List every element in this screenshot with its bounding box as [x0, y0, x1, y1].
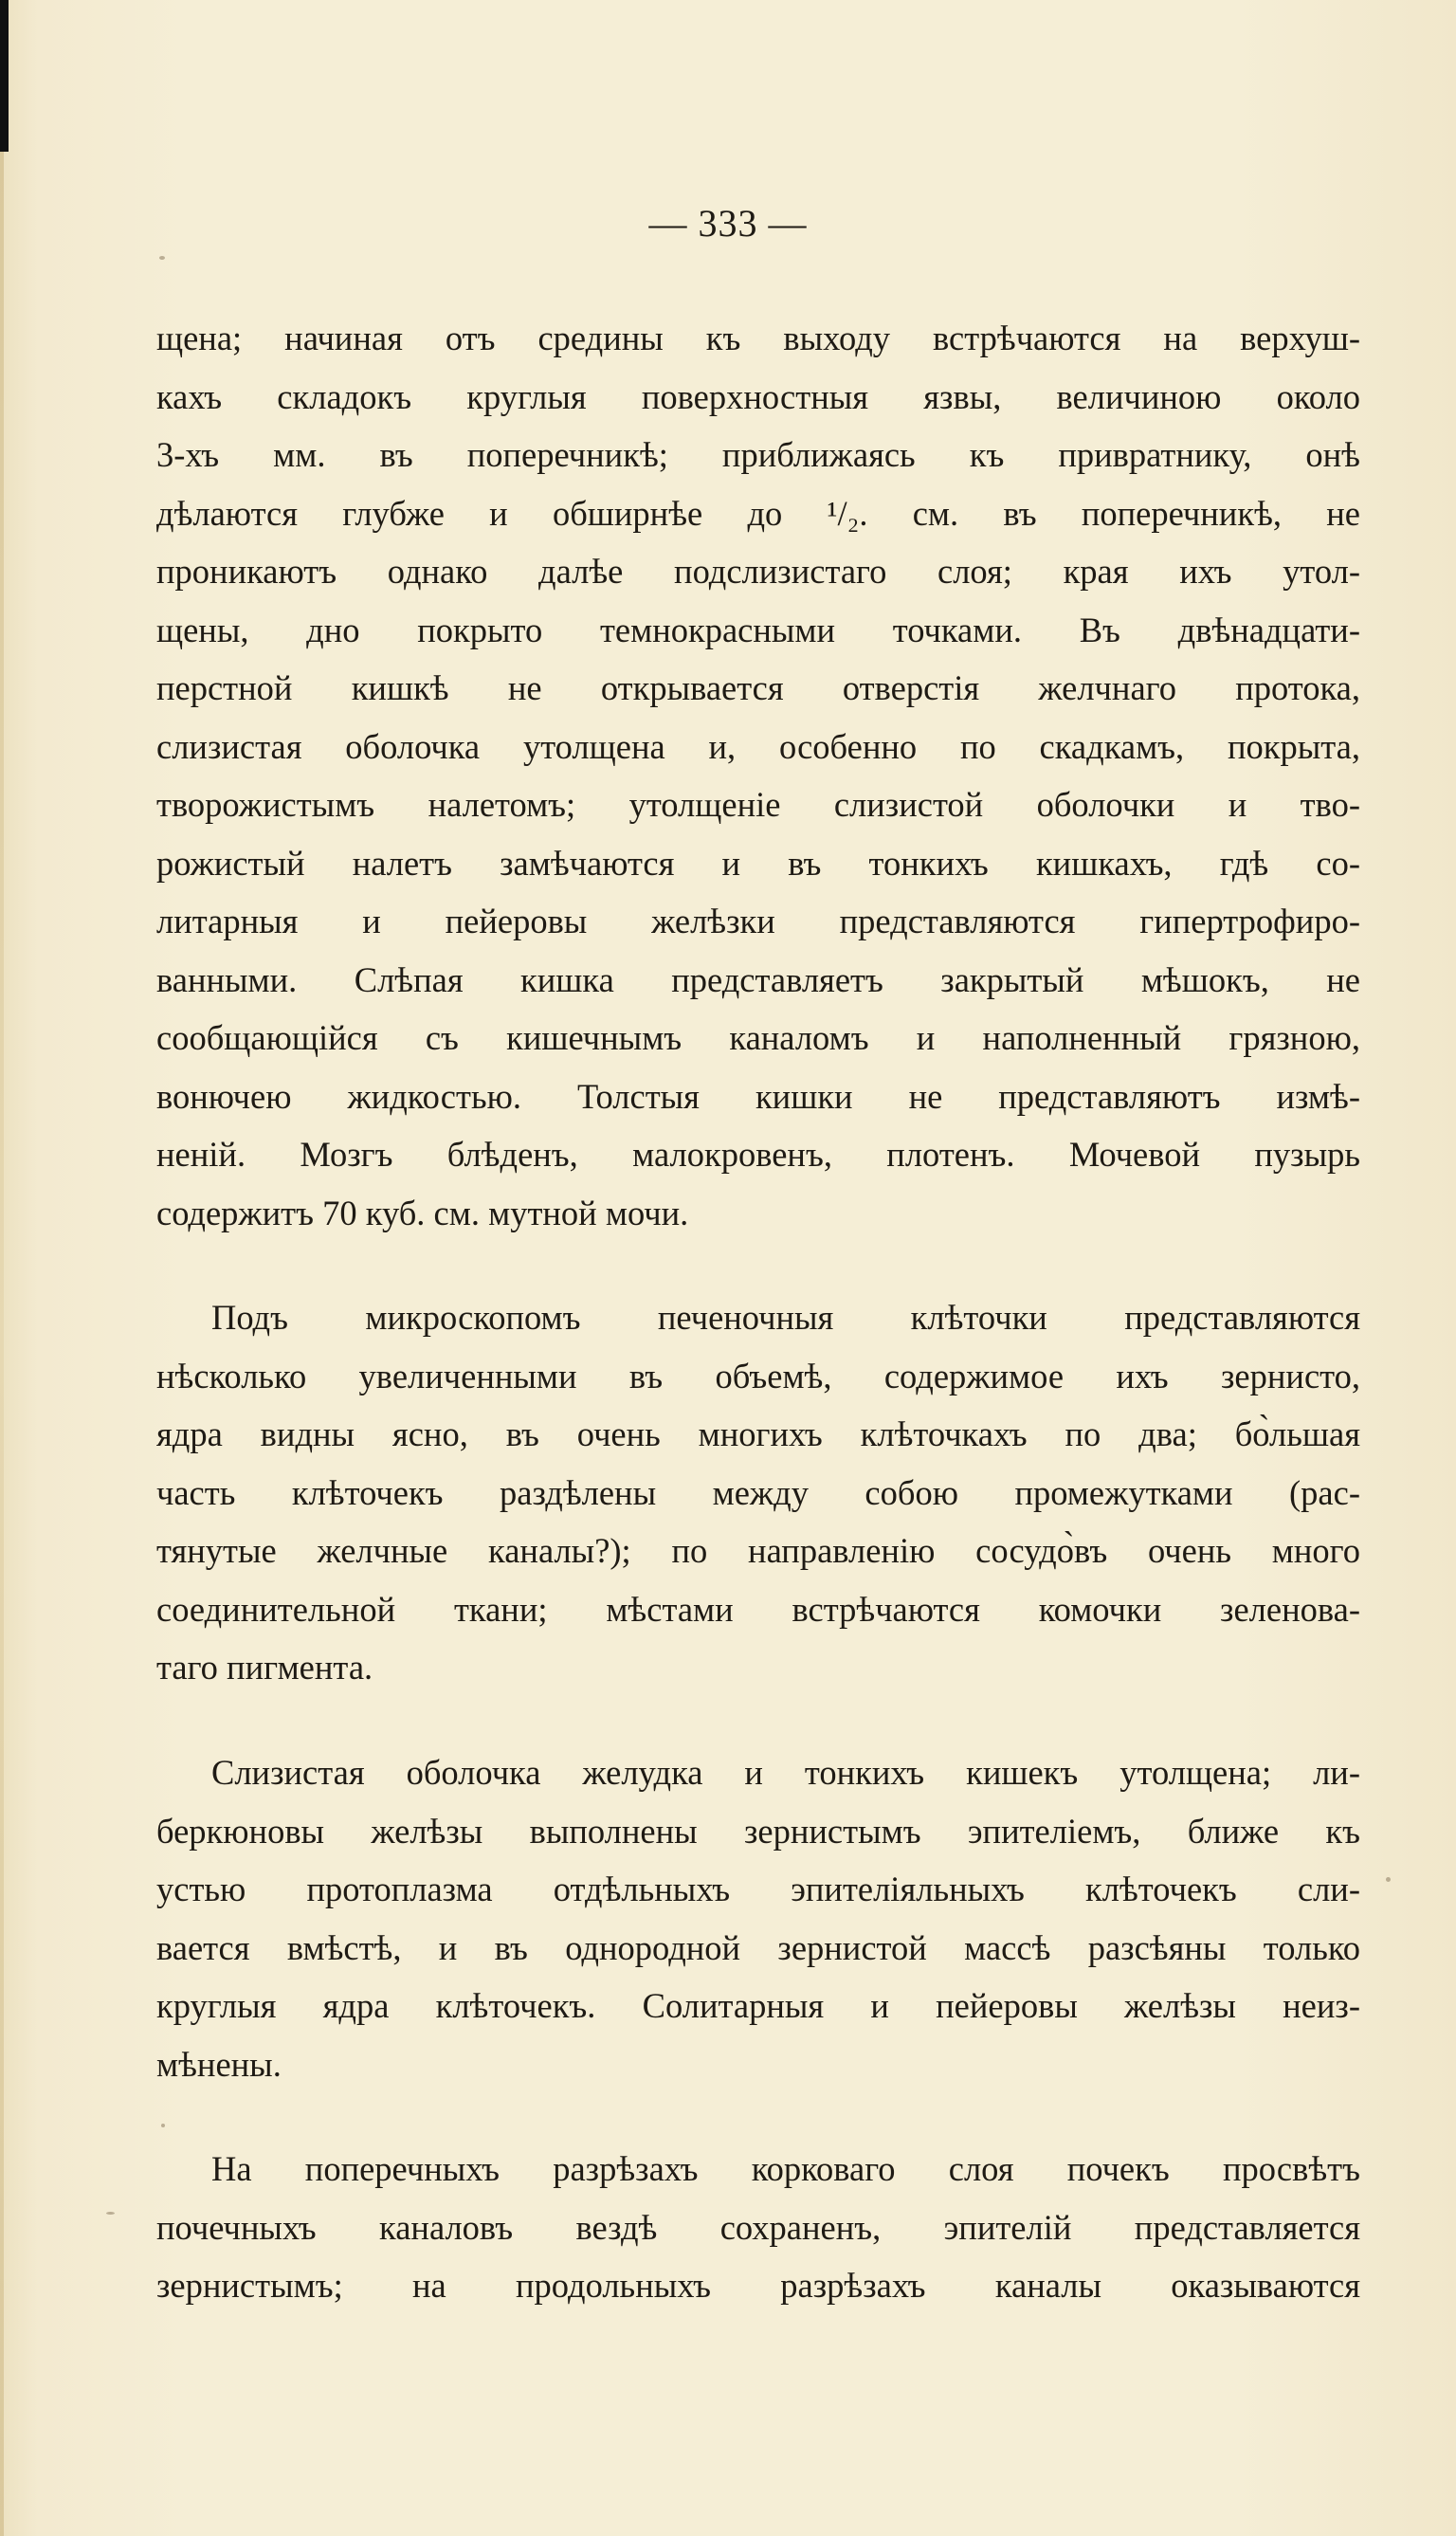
paragraph-1: [156, 309, 1360, 1242]
text-line: слизистая оболочка утолщена и, особенно по скадкамъ, покрыта,: [156, 726, 1360, 766]
paper-speck: [1386, 1877, 1391, 1882]
text-line: часть клѣточекъ раздѣлены между собою промежутками (рас-: [156, 1472, 1360, 1512]
text-line: дѣлаются глубже и обширнѣе до ¹/₂. см. въ поперечникѣ, не: [156, 493, 1360, 533]
text-line: сообщающійся съ кишечнымъ каналомъ и наполненный грязною,: [156, 1018, 1360, 1057]
text-line: беркюновы желѣзы выполнены зернистымъ эпителіемъ, ближе къ: [156, 1811, 1360, 1851]
paper-speck: [106, 2212, 115, 2215]
scan-edge-mark: [0, 0, 9, 152]
text-line: ядра видны ясно, въ очень многихъ клѣточкахъ по два; бо̀льшая: [156, 1414, 1360, 1453]
page-edge: [0, 152, 4, 2536]
text-line: зернистымъ; на продольныхъ разрѣзахъ каналы оказываются: [156, 2266, 1360, 2305]
text-line: мѣнены.: [156, 2044, 282, 2084]
text-line: перстной кишкѣ не открывается отверстія желчнаго протока,: [156, 668, 1360, 707]
text-line: почечныхъ каналовъ вездѣ сохраненъ, эпителій представляется: [156, 2207, 1360, 2247]
text-line: творожистымъ налетомъ; утолщеніе слизистой оболочки и тво-: [156, 785, 1360, 824]
text-line: щена; начиная отъ средины къ выходу встрѣчаются на верхуш-: [156, 319, 1360, 357]
text-line: литарныя и пейеровы желѣзки представляются гипертрофиро-: [156, 902, 1360, 940]
text-line: щены, дно покрыто темнокрасными точками. Въ двѣнадцати-: [156, 610, 1360, 649]
text-line: Подъ микроскопомъ печеночныя клѣточки представляются: [211, 1298, 1360, 1337]
text-line: неній. Мозгъ блѣденъ, малокровенъ, плотенъ. Мочевой пузырь: [156, 1135, 1360, 1174]
text-line: вонючею жидкостью. Толстыя кишки не представляютъ измѣ-: [156, 1076, 1360, 1116]
text-line: содержитъ 70 куб. см. мутной мочи.: [156, 1193, 689, 1232]
text-line: тянутые желчные каналы?); по направленію сосудо̀въ очень много: [156, 1531, 1360, 1570]
paper-speck: [159, 256, 165, 260]
text-line: На поперечныхъ разрѣзахъ корковаго слоя почекъ просвѣтъ: [211, 2149, 1360, 2188]
text-line: соединительной ткани; мѣстами встрѣчаются комочки зеленова-: [156, 1589, 1360, 1629]
text-line: Слизистая оболочка желудка и тонкихъ кишекъ утолщена; ли-: [211, 1753, 1360, 1792]
text-line: рожистый налетъ замѣчаются и въ тонкихъ кишкахъ, гдѣ со-: [156, 843, 1360, 883]
text-line: вается вмѣстѣ, и въ однородной зернистой массѣ разсѣяны только: [156, 1927, 1360, 1967]
text-line: таго пигмента.: [156, 1648, 373, 1687]
text-line: устью протоплазма отдѣльныхъ эпителіяльныхъ клѣточекъ сли-: [156, 1870, 1360, 1908]
text-line: нѣсколько увеличенными въ объемѣ, содержимое ихъ зернисто,: [156, 1356, 1360, 1396]
text-line: 3-хъ мм. въ поперечникѣ; приближаясь къ привратнику, онѣ: [156, 435, 1360, 474]
text-line: ванными. Слѣпая кишка представляетъ закрытый мѣшокъ, не: [156, 959, 1360, 999]
text-line: круглыя ядра клѣточекъ. Солитарныя и пейеровы желѣзы неиз-: [156, 1986, 1360, 2025]
paragraph-3: [156, 1743, 1360, 2093]
paper-speck: [161, 2124, 165, 2127]
paragraph-2: [156, 1288, 1360, 1697]
text-line: проникаютъ однако далѣе подслизистаго слоя; края ихъ утол-: [156, 552, 1360, 591]
page-number: — 333 —: [648, 202, 808, 245]
paragraph-4: [156, 2140, 1360, 2315]
text-line: кахъ складокъ круглыя поверхностныя язвы, величиною около: [156, 376, 1360, 416]
